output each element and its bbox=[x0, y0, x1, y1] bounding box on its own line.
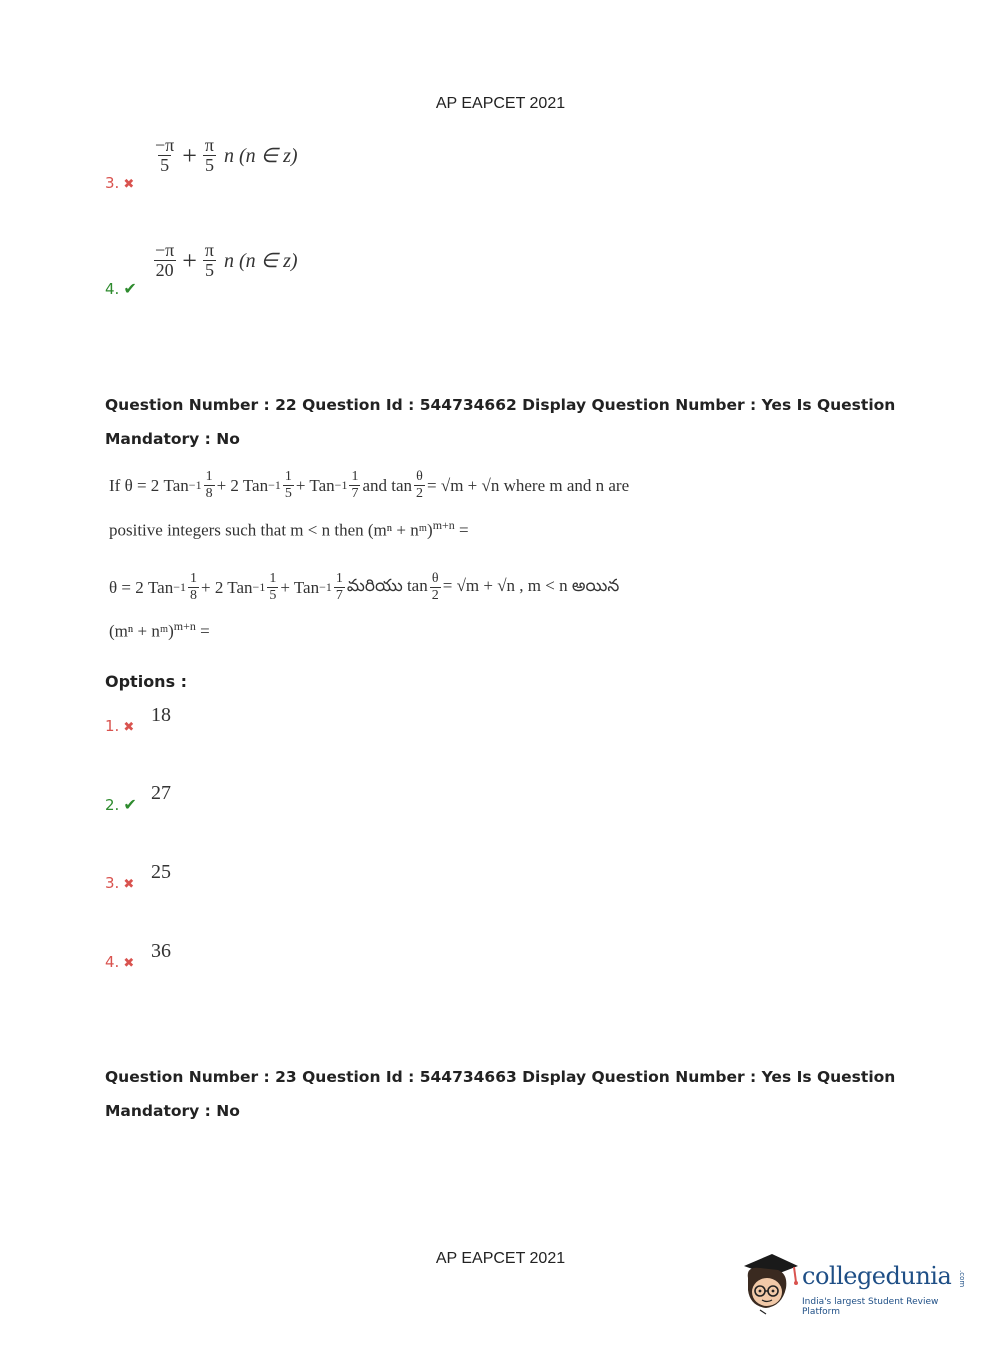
option-number: 1. bbox=[105, 717, 120, 735]
fraction: $\frac{\pi}{5}$ bbox=[204, 240, 215, 280]
fraction: $\frac{\pi}{5}$ bbox=[204, 135, 215, 175]
question-meta-line2: Mandatory : No bbox=[105, 430, 240, 448]
option-value: 27 bbox=[151, 782, 171, 804]
logo-tagline: India's largest Student Review Platform bbox=[802, 1297, 939, 1317]
option-value: 36 bbox=[151, 940, 171, 962]
cross-icon: ✖ bbox=[123, 177, 135, 192]
fraction: $\frac{-\pi}{5}$ bbox=[155, 135, 175, 175]
question-meta-line2: Mandatory : No bbox=[105, 1102, 240, 1120]
question-stem-telugu-line1: θ = 2 Tan −1 $\frac{1}{8}$ + 2 Tan −1 $\frac{1}{5}$ + Tan −1 $\frac{1}{7}$ మరియు tan $\frac{\theta}{2}$ = √m + √n , m < n అయిన bbox=[109, 571, 620, 603]
option-value: 18 bbox=[151, 704, 171, 726]
logo-wordmark: collegedunia bbox=[802, 1262, 952, 1290]
question-stem-telugu-line2: (mⁿ + nᵐ)$^{m+n}$ = bbox=[109, 619, 210, 641]
question-23-header bbox=[105, 1060, 905, 1128]
option-4 bbox=[105, 940, 305, 980]
fraction: $\frac{-\pi}{20}$ bbox=[155, 240, 175, 280]
question-stem-english-line1: If θ = 2 Tan −1 $\frac{1}{8}$ + 2 Tan −1 $\frac{1}{5}$ + Tan −1 $\frac{1}{7}$ and tan $\frac{\theta}{2}$ = √m + √n where m and n are bbox=[109, 469, 630, 501]
option-number: 2. bbox=[105, 796, 120, 814]
question-meta-line1: Question Number : 22 Question Id : 544734662 Display Question Number : Yes Is Question bbox=[105, 396, 896, 414]
cross-icon: ✖ bbox=[123, 720, 135, 735]
question-meta-line1: Question Number : 23 Question Id : 544734663 Display Question Number : Yes Is Question bbox=[105, 1068, 896, 1086]
cross-icon: ✖ bbox=[123, 956, 135, 971]
option-3 bbox=[105, 861, 305, 901]
options-title: Options : bbox=[105, 672, 188, 691]
page-header: AP EAPCET 2021 bbox=[435, 95, 566, 112]
option-number: 3. bbox=[105, 174, 120, 192]
checkmark-icon: ✔ bbox=[123, 279, 137, 298]
question-22-header bbox=[105, 388, 905, 456]
logo-suffix: .com bbox=[958, 1270, 966, 1288]
page-footer: AP EAPCET 2021 bbox=[435, 1250, 566, 1267]
checkmark-icon: ✔ bbox=[123, 795, 137, 814]
mascot-icon bbox=[738, 1248, 800, 1316]
option-number: 4. bbox=[105, 953, 120, 971]
question-stem-english-line2: positive integers such that m < n then (mⁿ + nᵐ)$^{m+n}$ = bbox=[109, 518, 469, 540]
option-2 bbox=[105, 782, 305, 822]
collegedunia-logo bbox=[738, 1248, 978, 1316]
option-1 bbox=[105, 704, 305, 744]
option-value: 25 bbox=[151, 861, 171, 883]
cross-icon: ✖ bbox=[123, 877, 135, 892]
option-number: 3. bbox=[105, 874, 120, 892]
option-number: 4. bbox=[105, 280, 120, 298]
